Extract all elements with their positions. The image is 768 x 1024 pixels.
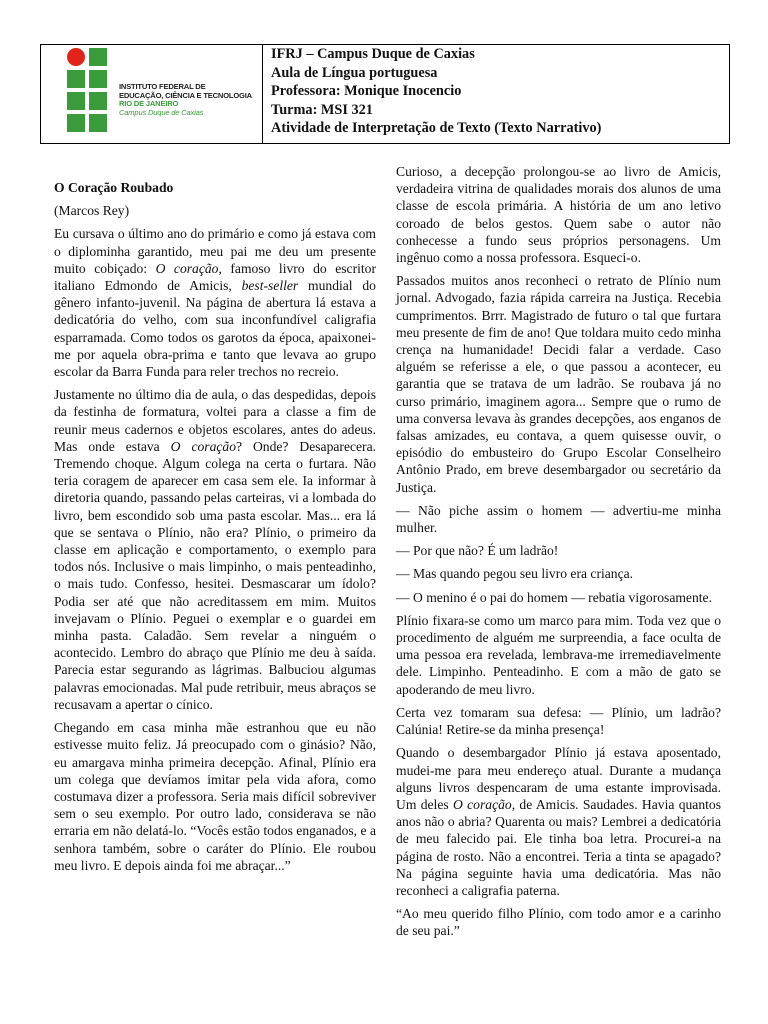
school-line: IFRJ – Campus Duque de Caxias bbox=[271, 46, 475, 62]
right-column bbox=[396, 163, 721, 946]
logo-square bbox=[89, 70, 107, 88]
left-column bbox=[54, 179, 376, 880]
header-box bbox=[40, 44, 730, 144]
story-paragraph: Passados muitos anos reconheci o retrato de Plínio num jornal. Advogado, fazia rápida carreira na Justiça. Recebia cumprimentos. Brrr. Magistrado de futuro o tal que furtara meu presente de fim de ano! Que toldara muito cedo minha crença na humanidade! Decidi falar a verdade. Caso alguém se referisse a ele, o que passou a acontecer, eu garantia que se tratava de um ladrão. Se roubava já no curso primário, imaginem agora... Sempre que o rumo de uma conversa levava às grandes decepções, aos enganos de falsas amizades, eu contava, a quem quisesse ouvir, o episódio do embusteiro do Grupo Escolar Conselheiro Antônio Prado, em breve desembargador ou secretário da Justiça. bbox=[396, 273, 721, 495]
class-group: Turma: MSI 321 bbox=[271, 101, 373, 118]
logo-square bbox=[89, 92, 107, 110]
teacher-name: Professora: Monique Inocencio bbox=[271, 83, 462, 100]
institution-line: Campus Duque de Caxias bbox=[119, 107, 204, 117]
institution-line: EDUCAÇÃO, CIÊNCIA E TECNOLOGIA bbox=[119, 90, 252, 100]
story-title: O Coração Roubado bbox=[54, 180, 174, 195]
logo-square bbox=[67, 92, 85, 110]
story-paragraph: Quando o desembargador Plínio já estava aposentado, mudei-me para meu endereço atual. Durante a mudança alguns livros despencaram de uma estante improvisada. Um deles O coração, de Amicis. Saudades. Havia quantos anos não o abria? Quarenta ou mais? Lembrei a dedicatória de meu falecido pai. Ele tinha boa letra. Procurei-a na página de rosto. Não a encontrei. Teria a tinta se apagado? Na página seguinte havia uma dedicatória. Mas não reconheci a caligrafia paterna. bbox=[396, 745, 722, 898]
logo-square bbox=[89, 114, 107, 132]
institution-name bbox=[119, 83, 252, 117]
activity-title: Atividade de Interpretação de Texto (Texto Narrativo) bbox=[271, 120, 602, 137]
story-paragraph: Curioso, a decepção prolongou-se ao livro de Amicis, verdadeira vitrina de qualidades morais dos alunos de uma classe de escola primária. A história de um ano letivo coroado de belos gestos. Quem sabe o autor não conhecesse a fundo seus próprios personagens. Um ingênuo como a nossa professora. Esqueci-o. bbox=[396, 164, 721, 266]
story-paragraph: — Mas quando pegou seu livro era criança. bbox=[396, 566, 634, 582]
class-subject: Aula de Língua portuguesa bbox=[271, 64, 438, 81]
institution-line: RIO DE JANEIRO bbox=[119, 99, 179, 109]
story-paragraph: — Não piche assim o homem — advertiu-me minha mulher. bbox=[396, 502, 721, 536]
story-paragraph: Justamente no último dia de aula, o das despedidas, depois da festinha de formatura, voltei para a classe a fim de reunir meus cadernos e objetos escolares, antes do adeus. Mas onde estava O coração? Onde? Desaparecera. Tremendo choque. Algum colega na certa o furtara. Não teria coragem de aparecer em casa sem ele. Ia informar à diretoria quando, passando pelas carteiras, vi a lombada do livro, bem escondido sob uma pasta escolar. Mas... era lá que se sentava o Plínio, não era? Plínio, o primeiro da classe em aplicação e comportamento, o exemplo para todos nós. Inclusive o mais limpinho, o mais penteadinho, o mais tudo. Confesso, hesitei. Desmascarar um ídolo? Podia ser até que não acreditassem em mim. Muitos invejavam o Plínio. Peguei o exemplar e o guardei em minha pasta. Caladão. Sem revelar a ninguém o acontecido. Lembro do abraço que Plínio me deu à saída. Parecia estar segurando as lágrimas. Balbuciou algumas palavras emocionadas. Mal pude retribuir, meus abraços se recusavam a apertar o cínico. bbox=[54, 387, 377, 712]
logo-square bbox=[67, 70, 85, 88]
header-info bbox=[263, 45, 729, 143]
left-paragraphs bbox=[54, 225, 376, 874]
story-author: (Marcos Rey) bbox=[54, 203, 130, 219]
story-paragraph: Chegando em casa minha mãe estranhou que eu não estivesse muito feliz. Já preocupado com o ginásio? Não, eu amargava minha primeira decepção. Afinal, Plínio era um colega que devíamos imitar pela vida afora, como costumava dizer a professora. Seria mais difícil sobreviver sem o seu exemplo. Por outro lado, considerava se não erraria em não delatá-lo. “Vocês estão todos enganados, e a senhora também, sobre o caráter do Plínio. Ele roubou meu livro. E depois ainda foi me abraçar...” bbox=[54, 720, 376, 873]
logo-square bbox=[67, 114, 85, 132]
story-paragraph: Eu cursava o último ano do primário e como já estava com o diplominha garantido, meu pai me deu um presente muito cobiçado: O coração, famoso livro do escritor italiano Edmondo de Amicis, best-seller mundial do gênero infanto-juvenil. Na página de abertura lá estava a dedicatória do velho, com sua inconfundível caligrafia esparramada. Como todos os garotos da época, apaixonei-me por aquela obra-prima e tanto que levava ao grupo escolar da Barra Funda para reler trechos no recreio. bbox=[54, 226, 376, 380]
logo-square bbox=[89, 48, 107, 66]
institution-line: INSTITUTO FEDERAL DE bbox=[119, 82, 206, 91]
story-paragraph: — Por que não? É um ladrão! bbox=[396, 543, 559, 559]
story-paragraph: — O menino é o pai do homem — rebatia vigorosamente. bbox=[396, 589, 712, 605]
logo-cell bbox=[41, 45, 263, 143]
story-paragraph: Certa vez tomaram sua defesa: — Plínio, um ladrão? Calúnia! Retire-se da minha presença! bbox=[396, 704, 721, 738]
right-paragraphs bbox=[396, 163, 721, 940]
story-paragraph: “Ao meu querido filho Plínio, com todo amor e a carinho de seu pai.” bbox=[396, 906, 721, 939]
logo-red-circle bbox=[67, 48, 85, 66]
story-paragraph: Plínio fixara-se como um marco para mim. Toda vez que o procedimento de alguém me surpreendia, a face oculta de uma pessoa era revelada, lembrava-me irremediavelmente dele. Limpinho. Penteadinho. E com a mão de gato se apoderando de meu livro. bbox=[396, 612, 721, 697]
